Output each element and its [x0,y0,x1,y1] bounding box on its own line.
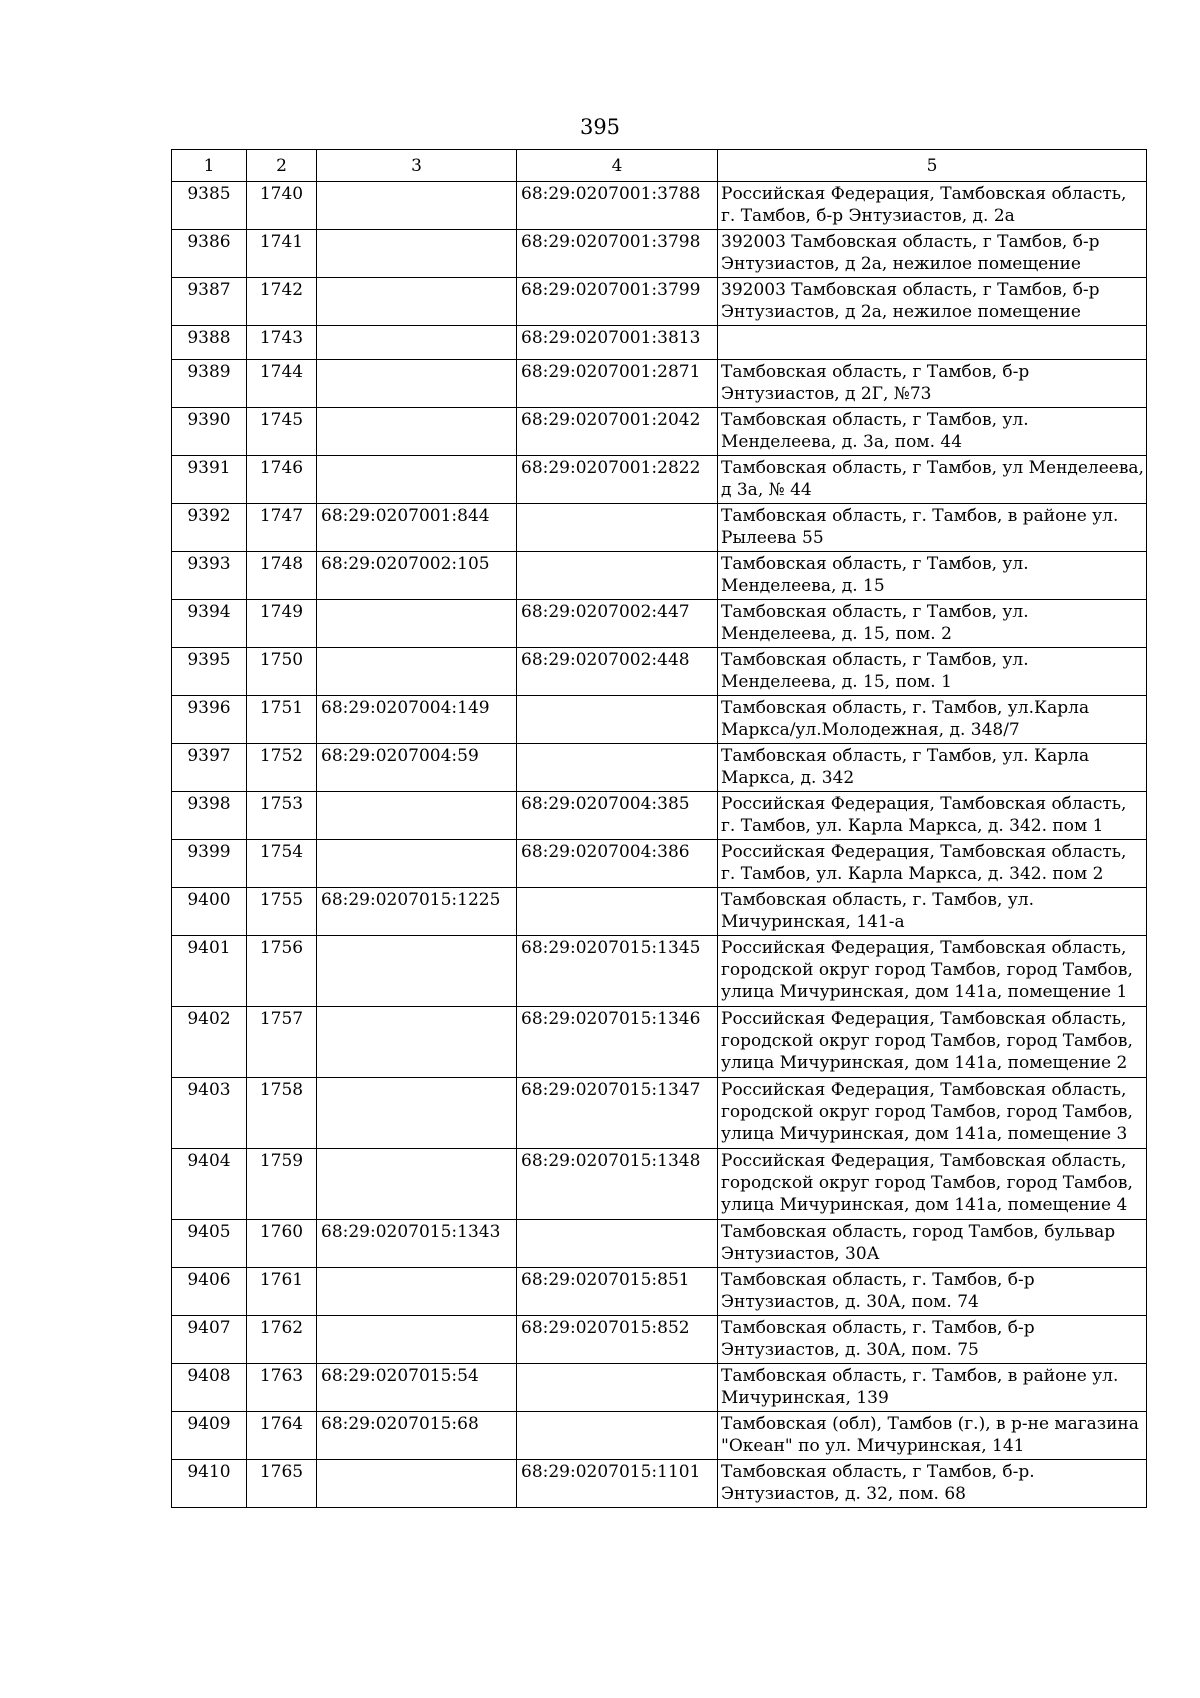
row-index: 1756 [247,936,317,1007]
cadastral-number-land [317,600,517,648]
row-number: 9408 [172,1364,247,1412]
row-index: 1746 [247,456,317,504]
table-row [172,648,1147,696]
table-header-row [172,150,1147,182]
address: Тамбовская область, г. Тамбов, ул. Мичуринская, 141-а [718,888,1147,936]
table-row [172,1460,1147,1508]
row-index: 1755 [247,888,317,936]
table-row [172,326,1147,360]
row-index: 1742 [247,278,317,326]
row-number: 9392 [172,504,247,552]
address: Российская Федерация, Тамбовская область, г. Тамбов, ул. Карла Маркса, д. 342. пом 2 [718,840,1147,888]
cadastral-number-object [517,1364,718,1412]
row-index: 1757 [247,1007,317,1078]
cadastral-number-object: 68:29:0207001:3798 [517,230,718,278]
row-index: 1762 [247,1316,317,1364]
cadastral-number-object: 68:29:0207015:852 [517,1316,718,1364]
cadastral-number-object: 68:29:0207002:447 [517,600,718,648]
cadastral-number-land [317,1007,517,1078]
cadastral-number-object: 68:29:0207015:1345 [517,936,718,1007]
cadastral-number-object: 68:29:0207015:1101 [517,1460,718,1508]
cadastral-number-land [317,840,517,888]
cadastral-number-land [317,1316,517,1364]
table-row [172,696,1147,744]
row-number: 9409 [172,1412,247,1460]
address: Российская Федерация, Тамбовская область, городской округ город Тамбов, город Тамбов, улица Мичуринская, дом 141а, помещение 3 [718,1078,1147,1149]
row-number: 9401 [172,936,247,1007]
cadastral-number-land [317,456,517,504]
row-index: 1752 [247,744,317,792]
cadastral-number-object: 68:29:0207001:3799 [517,278,718,326]
address: Тамбовская область, г Тамбов, ул. Менделеева, д. 3а, пом. 44 [718,408,1147,456]
column-header-4: 4 [517,150,718,182]
cadastral-number-land: 68:29:0207004:149 [317,696,517,744]
cadastral-number-land [317,408,517,456]
address: Российская Федерация, Тамбовская область, городской округ город Тамбов, город Тамбов, улица Мичуринская, дом 141а, помещение 4 [718,1149,1147,1220]
column-header-5: 5 [718,150,1147,182]
address: Российская Федерация, Тамбовская область, г. Тамбов, б-р Энтузиастов, д. 2а [718,182,1147,230]
row-number: 9394 [172,600,247,648]
row-number: 9396 [172,696,247,744]
row-number: 9405 [172,1220,247,1268]
row-index: 1765 [247,1460,317,1508]
address: Тамбовская область, г Тамбов, ул. Менделеева, д. 15, пом. 1 [718,648,1147,696]
table-row [172,182,1147,230]
table-row [172,1268,1147,1316]
cadastral-number-land [317,278,517,326]
row-index: 1760 [247,1220,317,1268]
row-number: 9385 [172,182,247,230]
cadastral-number-land: 68:29:0207001:844 [317,504,517,552]
cadastral-number-land [317,1460,517,1508]
cadastral-number-object [517,552,718,600]
row-index: 1751 [247,696,317,744]
address: Тамбовская область, город Тамбов, бульвар Энтузиастов, 30А [718,1220,1147,1268]
row-index: 1763 [247,1364,317,1412]
row-number: 9389 [172,360,247,408]
table-row [172,936,1147,1007]
registry-table [171,149,1147,1508]
cadastral-number-object: 68:29:0207015:1348 [517,1149,718,1220]
address: Российская Федерация, Тамбовская область, городской округ город Тамбов, город Тамбов, улица Мичуринская, дом 141а, помещение 2 [718,1007,1147,1078]
row-index: 1741 [247,230,317,278]
address: Тамбовская область, г. Тамбов, в районе ул. Мичуринская, 139 [718,1364,1147,1412]
row-number: 9403 [172,1078,247,1149]
row-number: 9390 [172,408,247,456]
row-index: 1759 [247,1149,317,1220]
row-number: 9399 [172,840,247,888]
table-row [172,1007,1147,1078]
address: Тамбовская область, г. Тамбов, б-р Энтузиастов, д. 30А, пом. 75 [718,1316,1147,1364]
cadastral-number-object: 68:29:0207015:851 [517,1268,718,1316]
table-row [172,840,1147,888]
table-row [172,230,1147,278]
address: Тамбовская область, г. Тамбов, ул.Карла Маркса/ул.Молодежная, д. 348/7 [718,696,1147,744]
table-row [172,600,1147,648]
table-row [172,744,1147,792]
table-row [172,504,1147,552]
row-number: 9395 [172,648,247,696]
cadastral-number-land [317,1268,517,1316]
row-number: 9393 [172,552,247,600]
cadastral-number-object: 68:29:0207001:2871 [517,360,718,408]
row-number: 9398 [172,792,247,840]
cadastral-number-object: 68:29:0207001:3788 [517,182,718,230]
cadastral-number-land [317,360,517,408]
cadastral-number-land: 68:29:0207015:1343 [317,1220,517,1268]
column-header-1: 1 [172,150,247,182]
cadastral-number-object: 68:29:0207001:2042 [517,408,718,456]
cadastral-number-object [517,744,718,792]
table-row [172,792,1147,840]
address: Тамбовская область, г Тамбов, ул. Менделеева, д. 15, пом. 2 [718,600,1147,648]
row-number: 9402 [172,1007,247,1078]
address: Тамбовская область, г Тамбов, ул Менделеева, д 3а, № 44 [718,456,1147,504]
cadastral-number-land [317,326,517,360]
row-index: 1740 [247,182,317,230]
table-row [172,552,1147,600]
address: Российская Федерация, Тамбовская область, городской округ город Тамбов, город Тамбов, улица Мичуринская, дом 141а, помещение 1 [718,936,1147,1007]
address: Российская Федерация, Тамбовская область, г. Тамбов, ул. Карла Маркса, д. 342. пом 1 [718,792,1147,840]
row-index: 1747 [247,504,317,552]
cadastral-number-object [517,888,718,936]
cadastral-number-object: 68:29:0207015:1346 [517,1007,718,1078]
row-number: 9406 [172,1268,247,1316]
table-row [172,1149,1147,1220]
column-header-3: 3 [317,150,517,182]
cadastral-number-land [317,648,517,696]
table-row [172,1316,1147,1364]
address [718,326,1147,360]
address: Тамбовская (обл), Тамбов (г.), в р-не магазина "Океан" по ул. Мичуринская, 141 [718,1412,1147,1460]
table-row [172,1412,1147,1460]
cadastral-number-land [317,182,517,230]
row-number: 9407 [172,1316,247,1364]
table-row [172,360,1147,408]
row-number: 9387 [172,278,247,326]
cadastral-number-land [317,1149,517,1220]
cadastral-number-land: 68:29:0207004:59 [317,744,517,792]
cadastral-number-land [317,936,517,1007]
cadastral-number-object: 68:29:0207004:385 [517,792,718,840]
column-header-2: 2 [247,150,317,182]
table-row [172,1220,1147,1268]
cadastral-number-object: 68:29:0207001:2822 [517,456,718,504]
cadastral-number-land: 68:29:0207015:68 [317,1412,517,1460]
cadastral-number-land [317,1078,517,1149]
row-index: 1744 [247,360,317,408]
page-number: 395 [579,115,621,139]
cadastral-number-land [317,792,517,840]
cadastral-number-land: 68:29:0207015:1225 [317,888,517,936]
row-index: 1743 [247,326,317,360]
row-number: 9397 [172,744,247,792]
row-number: 9404 [172,1149,247,1220]
cadastral-number-object: 68:29:0207002:448 [517,648,718,696]
cadastral-number-object [517,696,718,744]
address: 392003 Тамбовская область, г Тамбов, б-р Энтузиастов, д 2а, нежилое помещение [718,230,1147,278]
row-number: 9400 [172,888,247,936]
cadastral-number-land [317,230,517,278]
address: Тамбовская область, г. Тамбов, в районе ул. Рылеева 55 [718,504,1147,552]
address: Тамбовская область, г Тамбов, ул. Менделеева, д. 15 [718,552,1147,600]
address: Тамбовская область, г. Тамбов, б-р Энтузиастов, д. 30А, пом. 74 [718,1268,1147,1316]
row-index: 1761 [247,1268,317,1316]
table-row [172,456,1147,504]
table-row [172,1078,1147,1149]
row-index: 1764 [247,1412,317,1460]
row-index: 1750 [247,648,317,696]
table-row [172,408,1147,456]
cadastral-number-land: 68:29:0207015:54 [317,1364,517,1412]
row-number: 9410 [172,1460,247,1508]
cadastral-number-object [517,1220,718,1268]
cadastral-number-object: 68:29:0207015:1347 [517,1078,718,1149]
address: 392003 Тамбовская область, г Тамбов, б-р Энтузиастов, д 2а, нежилое помещение [718,278,1147,326]
cadastral-number-object: 68:29:0207004:386 [517,840,718,888]
cadastral-number-land: 68:29:0207002:105 [317,552,517,600]
table-row [172,278,1147,326]
table-row [172,888,1147,936]
address: Тамбовская область, г Тамбов, б-р. Энтузиастов, д. 32, пом. 68 [718,1460,1147,1508]
address: Тамбовская область, г Тамбов, ул. Карла Маркса, д. 342 [718,744,1147,792]
row-index: 1748 [247,552,317,600]
row-number: 9386 [172,230,247,278]
row-index: 1758 [247,1078,317,1149]
row-index: 1749 [247,600,317,648]
table-row [172,1364,1147,1412]
row-index: 1753 [247,792,317,840]
row-number: 9391 [172,456,247,504]
address: Тамбовская область, г Тамбов, б-р Энтузиастов, д 2Г, №73 [718,360,1147,408]
row-index: 1754 [247,840,317,888]
cadastral-number-object: 68:29:0207001:3813 [517,326,718,360]
row-index: 1745 [247,408,317,456]
cadastral-number-object [517,504,718,552]
row-number: 9388 [172,326,247,360]
cadastral-number-object [517,1412,718,1460]
